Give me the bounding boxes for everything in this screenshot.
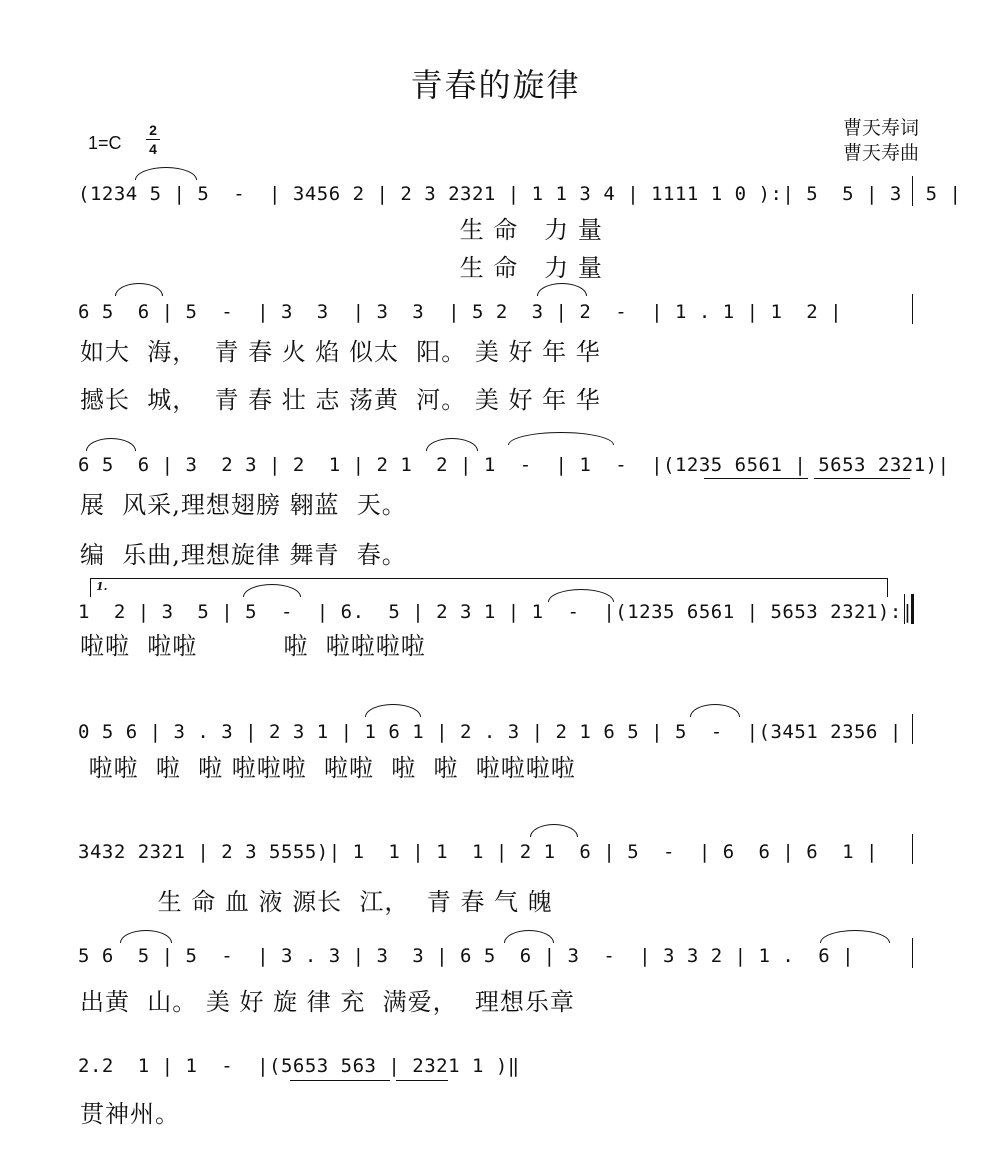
notation-line: 2.2 1 | 1 - |(5653 563 | 2321 1 )‖ [78,1055,520,1077]
time-signature-top: 2 [149,122,157,138]
tie-slur [426,438,478,451]
tie-slur [690,704,740,717]
notation-line: 1 2 | 3 5 | 5 - | 6. 5 | 2 3 1 | 1 - |(1235 6561 | 5653 2321):| [78,601,914,623]
lyric-verse-1: 出黄 山。 美 好 旋 律 充 满爱， 理想乐章 [80,988,575,1016]
tie-slur [508,432,614,445]
lyric-verse-2: 撼长 城， 青 春 壮 志 荡黄 河。 美 好 年 华 [80,386,601,414]
lyric-verse-1: 啦啦 啦啦 啦 啦啦啦啦 [80,632,426,660]
notation-line: 6 5 6 | 5 - | 3 3 | 3 3 | 5 2 3 | 2 - | 1 . 1 | 1 2 | [78,301,843,323]
notation-line: 0 5 6 | 3 . 3 | 2 3 1 | 1 6 1 | 2 . 3 | 2 1 6 5 | 5 - |(3451 2356 | [78,721,902,743]
lyric-verse-1: 贯神州。 [80,1100,180,1128]
tie-slur [365,704,421,717]
rhythm-underline [704,478,808,479]
lyric-verse-2: 生 命 力 量 [80,254,603,282]
lyric-verse-1: 啦啦 啦 啦 啦啦啦 啦啦 啦 啦 啦啦啦啦 [80,754,576,782]
tie-slur [86,438,136,451]
bar-line [912,176,913,206]
rhythm-underline [396,1080,448,1081]
time-signature [146,122,160,157]
lyric-verse-2: 编 乐曲,理想旋律 舞青 春。 [80,541,407,569]
rhythm-underline [290,1080,390,1081]
notation-line: 6 5 6 | 3 2 3 | 2 1 | 2 1 2 | 1 - | 1 - |(1235 6561 | 5653 2321)| [78,454,950,476]
tie-slur [530,824,578,837]
lyricist-credit: 曹天寿词 [842,117,919,139]
first-ending-number: 1. [96,580,108,593]
repeat-end-barline [904,594,914,624]
tie-slur [135,167,197,180]
tie-slur [820,930,890,943]
bar-line [912,834,913,864]
lyric-verse-1: 展 风采,理想翅膀 翱蓝 天。 [80,491,407,519]
first-ending-bracket [90,578,888,597]
notation-line: (1234 5 | 5 - | 3456 2 | 2 3 2321 | 1 1 3 4 | 1111 1 0 ):| 5 5 | 3 5 | [78,183,962,205]
composer-credit: 曹天寿曲 [842,142,919,164]
bar-line [912,938,913,968]
lyric-verse-1: 如大 海， 青 春 火 焰 似太 阳。 美 好 年 华 [80,338,601,366]
time-signature-bottom: 4 [149,141,157,157]
song-title: 青春的旋律 [410,66,581,104]
bar-line [912,714,913,744]
tie-slur [504,930,554,943]
lyric-verse-1: 生 命 血 液 源长 江， 青 春 气 魄 [80,888,553,916]
bar-line [912,294,913,324]
rhythm-underline [814,478,910,479]
tie-slur [115,283,163,296]
tie-slur [537,283,587,296]
key-signature: 1=C [88,133,122,153]
lyric-verse-1: 生 命 力 量 [80,216,603,244]
notation-line: 3432 2321 | 2 3 5555)| 1 1 | 1 1 | 2 1 6 | 5 - | 6 6 | 6 1 | [78,841,878,863]
tie-slur [120,930,172,943]
notation-line: 5 6 5 | 5 - | 3 . 3 | 3 3 | 6 5 6 | 3 - | 3 3 2 | 1 . 6 | [78,945,855,967]
